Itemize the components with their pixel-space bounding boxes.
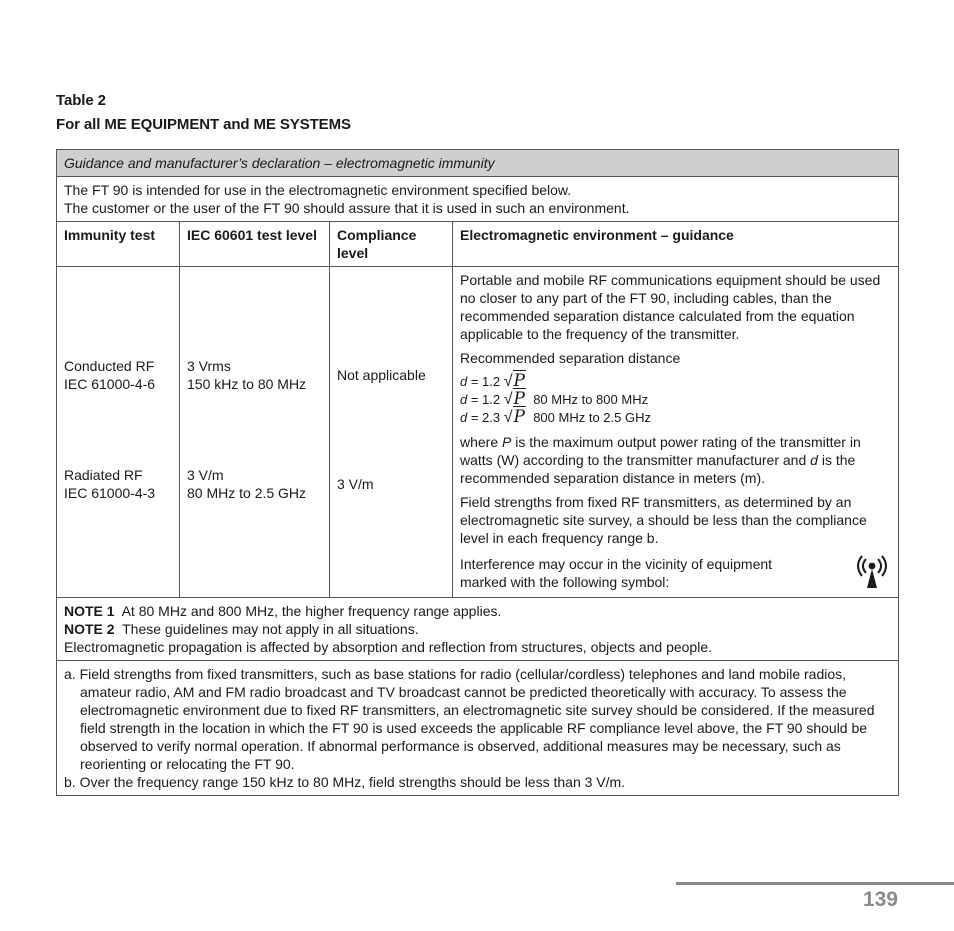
guidance-cell (453, 267, 899, 598)
test-level-cell (180, 267, 330, 598)
formula-radicand: P (513, 407, 525, 427)
emc-immunity-table (56, 149, 899, 796)
formula-var: d (460, 392, 468, 407)
non-ionizing-radiation-icon (853, 553, 891, 593)
header-guidance: Electromagnetic environment – guidance (453, 222, 899, 267)
intro-cell (57, 177, 899, 222)
test-standard: IEC 61000-4-6 (64, 376, 156, 392)
header-compliance-level: Compliance level (330, 222, 453, 267)
radical-icon: √ (503, 391, 513, 408)
formula-eq: = 1.2 (467, 374, 504, 389)
formula-radicand: P (513, 389, 525, 409)
conducted-rf-level (187, 357, 306, 393)
header-immunity-test: Immunity test (57, 222, 180, 267)
level-value: 3 V/m (187, 467, 224, 483)
table-banner: Guidance and manufacturer’s declaration – electromagnetic immunity (57, 150, 899, 177)
field-strength-paragraph: Field strengths from fixed RF transmitters, as determined by an electromagnetic site survey, a should be less than the compliance level in each frequency range b. (460, 494, 867, 546)
guidance-paragraph: Portable and mobile RF communications equipment should be used no closer to any part of the FT 90, including cables, than the recommended separation distance calculated from the equation applicable to the frequency of the transmitter. (460, 272, 881, 342)
immunity-test-cell (57, 267, 180, 598)
note-3: Electromagnetic propagation is affected by absorption and reflection from structures, objects and people. (64, 639, 713, 655)
note-1: NOTE 1 At 80 MHz and 800 MHz, the higher frequency range applies. (64, 603, 502, 619)
footnotes-cell (57, 661, 899, 796)
compliance-level-cell (330, 267, 453, 598)
footnote-b: b. Over the frequency range 150 kHz to 80 MHz, field strengths should be less than 3 V/m. (64, 774, 626, 790)
interference-row (460, 553, 891, 593)
conducted-rf-compliance: Not applicable (337, 367, 426, 383)
formula-line (460, 409, 891, 427)
footnote-a: a. Field strengths from fixed transmitters, such as base stations for radio (cellular/cordless) telephones and land mobile radios, amateur radio, AM and FM radio broadcast and TV broadcast cannot be predicted theoretically with accuracy. To assess the electromagnetic environment due to fixed RF transmitters, an electromagnetic site survey should be considered. If the measured field strength in the location in which the FT 90 is used exceeds the applicable RF compliance level above, the FT 90 should be observed to verify normal operation. If abnormal performance is observed, additional measures may be necessary, such as reorienting or relocating the FT 90. (64, 666, 875, 772)
page-rule (676, 882, 954, 885)
level-value: 3 Vrms (187, 358, 231, 374)
page-number: 139 (862, 888, 898, 911)
level-range: 150 kHz to 80 MHz (187, 376, 307, 392)
formula-range: 800 MHz to 2.5 GHz (533, 410, 651, 425)
test-name: Conducted RF (64, 358, 155, 374)
formula-radicand: P (513, 371, 525, 391)
formula-var: d (460, 410, 468, 425)
radical-icon: √ (503, 373, 513, 390)
separation-distance-label: Recommended separation distance (460, 350, 681, 366)
radical-icon: √ (503, 409, 513, 426)
intro-line: The customer or the user of the FT 90 should assure that it is used in such an environment. (64, 200, 630, 216)
notes-cell (57, 598, 899, 661)
formula-var: d (460, 374, 468, 389)
formula-eq: = 1.2 (467, 392, 504, 407)
radiated-rf-compliance: 3 V/m (337, 476, 374, 492)
radiated-rf-test (64, 466, 155, 502)
table-subtitle: For all ME EQUIPMENT and ME SYSTEMS (56, 116, 351, 133)
header-test-level: IEC 60601 test level (180, 222, 330, 267)
formula-eq: = 2.3 (467, 410, 504, 425)
level-range: 80 MHz to 2.5 GHz (187, 485, 307, 501)
radiated-rf-level (187, 466, 306, 502)
conducted-rf-test (64, 357, 155, 393)
test-standard: IEC 61000-4-3 (64, 485, 156, 501)
formula-range: 80 MHz to 800 MHz (533, 392, 649, 407)
intro-line: The FT 90 is intended for use in the electromagnetic environment specified below. (64, 182, 572, 198)
power-definition: where P is the maximum output power rating of the transmitter in watts (W) according to the transmitter manufacturer and d is the recommended separation distance in meters (m). (460, 434, 861, 486)
table-label: Table 2 (56, 92, 106, 109)
note-2: NOTE 2 These guidelines may not apply in all situations. (64, 621, 419, 637)
interference-text: Interference may occur in the vicinity of equipment marked with the following symbol: (460, 556, 773, 590)
test-name: Radiated RF (64, 467, 143, 483)
separation-formulas (460, 373, 891, 427)
